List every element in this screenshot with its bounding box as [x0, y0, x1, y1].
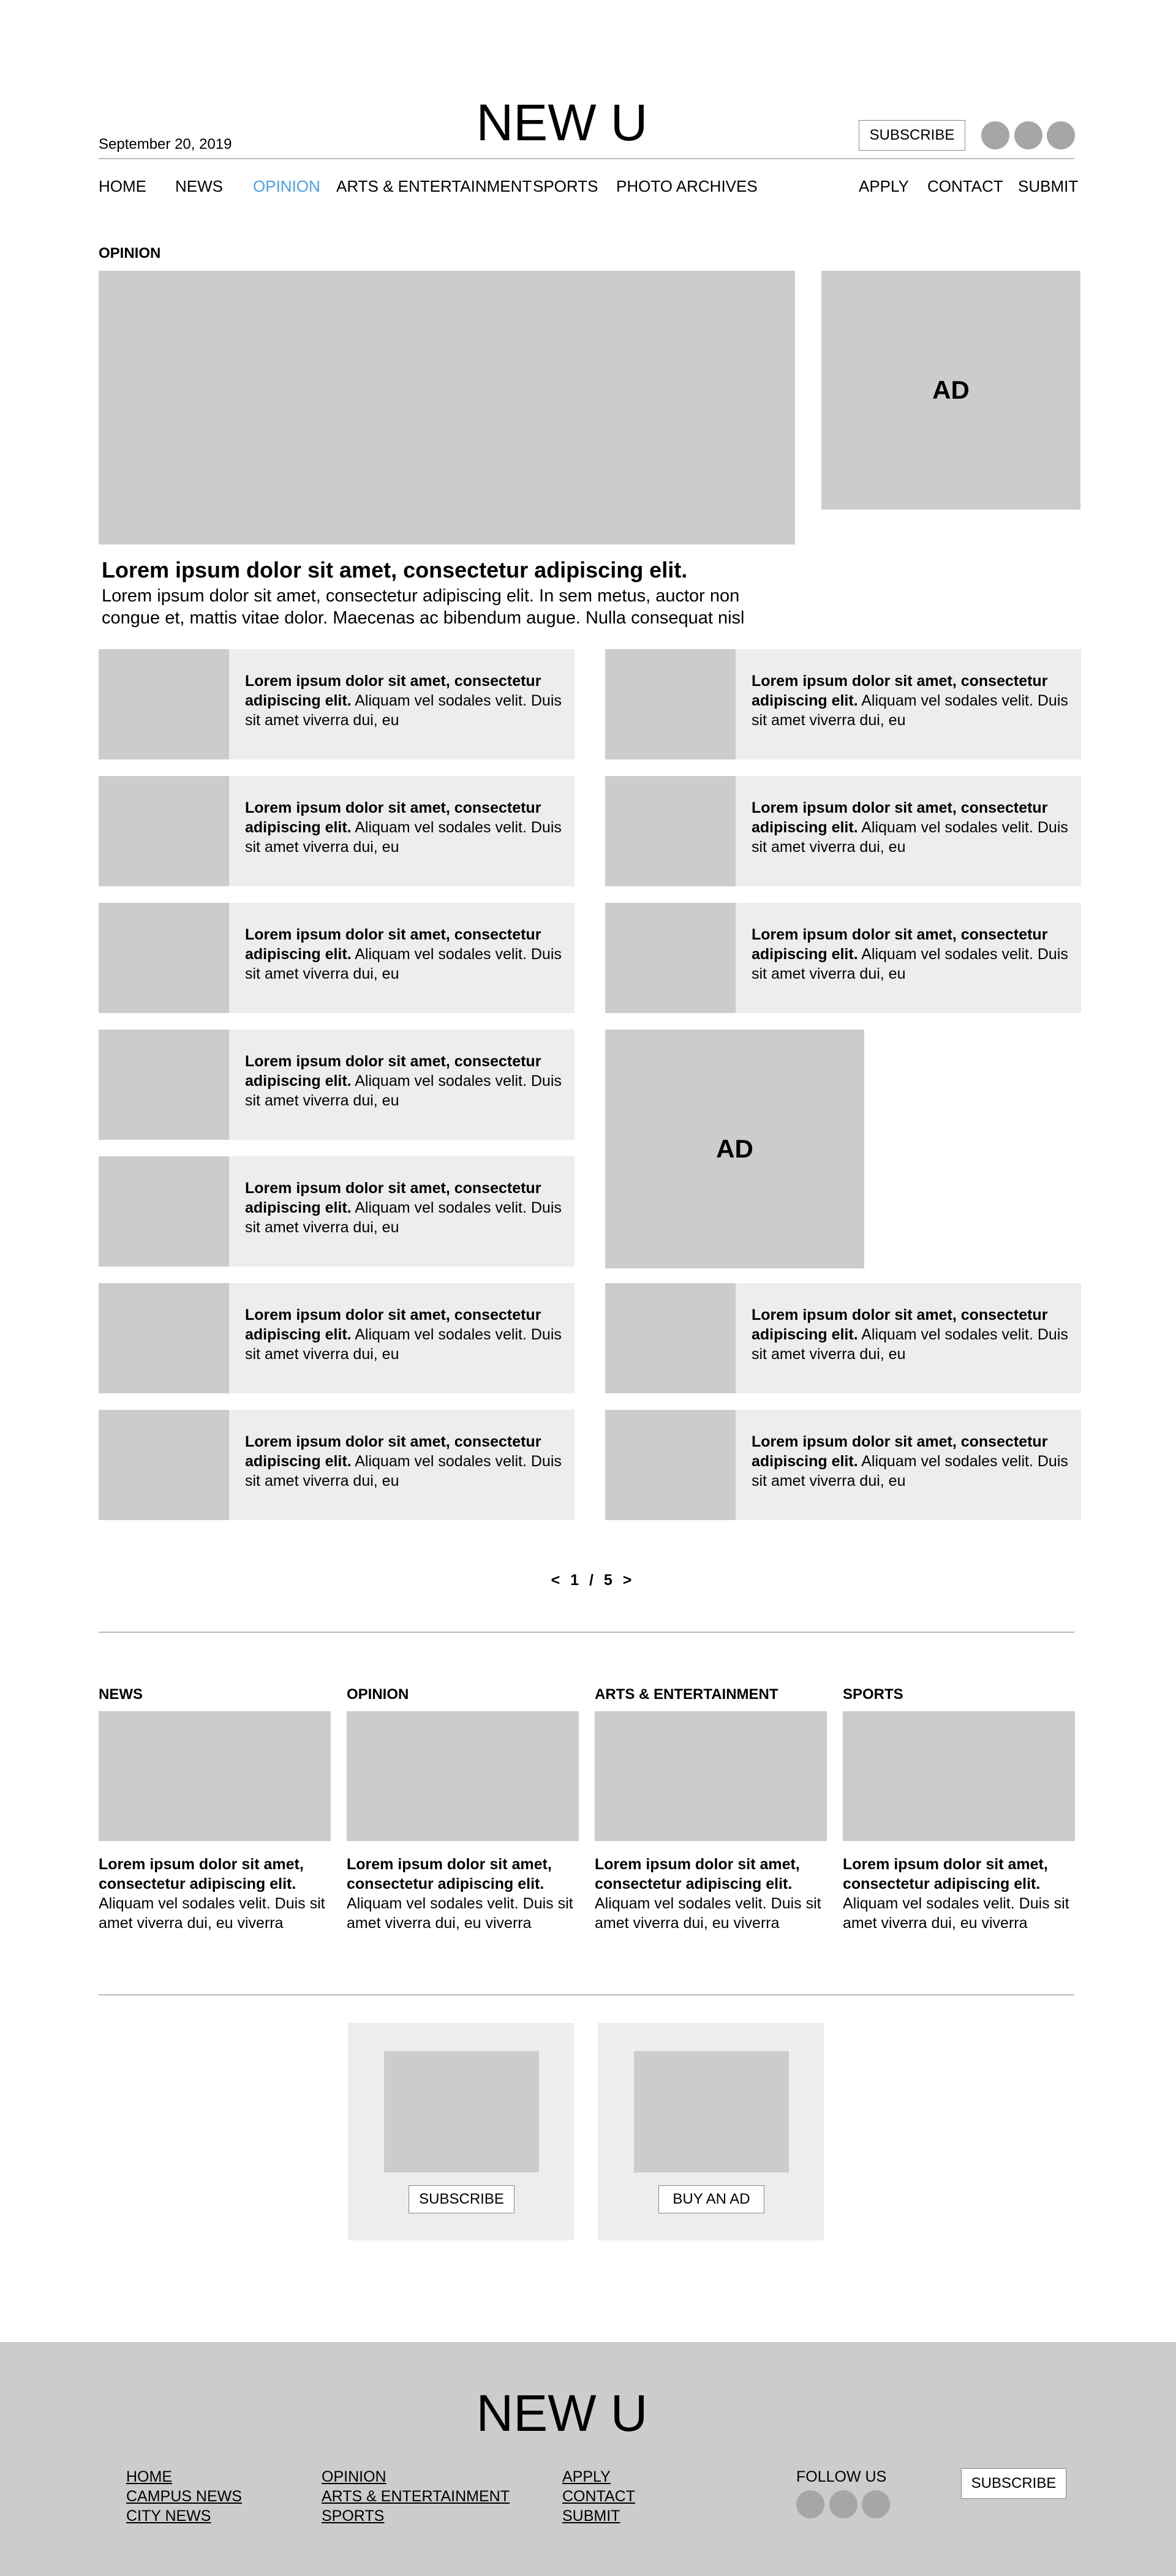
nav-home[interactable]: HOME [99, 177, 146, 195]
article-card[interactable] [605, 1410, 1081, 1520]
article-thumbnail[interactable] [99, 1156, 229, 1267]
header-divider [99, 158, 1074, 159]
article-text: Lorem ipsum dolor sit amet, consectetur adipiscing elit. Aliquam vel sodales velit. Duis sit amet viverra dui, eu [245, 926, 562, 982]
category-label-opinion[interactable]: OPINION [347, 1686, 409, 1703]
promo-subscribe-button[interactable]: SUBSCRIBE [409, 2185, 514, 2213]
article-text: Lorem ipsum dolor sit amet, consectetur adipiscing elit. Aliquam vel sodales velit. Duis sit amet viverra dui, eu [245, 1053, 562, 1109]
article-card[interactable] [99, 1030, 575, 1140]
subscribe-promo [348, 2023, 574, 2240]
social-icon[interactable] [829, 2490, 858, 2518]
article-text: Lorem ipsum dolor sit amet, consectetur adipiscing elit. Aliquam vel sodales velit. Duis sit amet viverra dui, eu [752, 799, 1068, 856]
article-text: Lorem ipsum dolor sit amet, consectetur adipiscing elit. Aliquam vel sodales velit. Duis sit amet viverra dui, eu [752, 926, 1068, 982]
article-card[interactable] [99, 1410, 575, 1520]
nav-sports[interactable]: SPORTS [533, 177, 598, 195]
footer-link-apply[interactable]: APPLY [562, 2468, 611, 2485]
ad-box-top[interactable] [821, 271, 1080, 510]
ad-label: AD [716, 1134, 753, 1163]
hero-image[interactable] [99, 271, 795, 544]
buy-ad-button[interactable]: BUY AN AD [658, 2185, 764, 2213]
issue-date: September 20, 2019 [99, 136, 232, 153]
article-card[interactable] [99, 903, 575, 1013]
social-icon[interactable] [981, 121, 1009, 149]
footer-link-sports[interactable]: SPORTS [322, 2507, 385, 2525]
promo-image [634, 2051, 789, 2172]
article-thumbnail[interactable] [605, 1410, 736, 1520]
article-text: Lorem ipsum dolor sit amet, consectetur adipiscing elit. Aliquam vel sodales velit. Duis sit amet viverra dui, eu [752, 1433, 1068, 1489]
header-subscribe-button[interactable]: SUBSCRIBE [859, 120, 965, 151]
article-card[interactable] [99, 776, 575, 886]
social-icon[interactable] [1047, 121, 1075, 149]
footer-link-city-news[interactable]: CITY NEWS [126, 2507, 211, 2525]
footer-subscribe-button[interactable]: SUBSCRIBE [961, 2468, 1066, 2499]
footer-column [322, 2467, 510, 2526]
footer-link-campus-news[interactable]: CAMPUS NEWS [126, 2488, 242, 2505]
article-thumbnail[interactable] [605, 1283, 736, 1393]
article-thumbnail[interactable] [99, 1283, 229, 1393]
article-card[interactable] [99, 649, 575, 759]
footer-column [126, 2467, 242, 2526]
section-title: OPINION [99, 245, 161, 262]
ad-promo [598, 2023, 824, 2240]
nav-opinion[interactable]: OPINION [253, 177, 320, 195]
category-label-sports[interactable]: SPORTS [843, 1686, 903, 1703]
follow-us-label: FOLLOW US [796, 2468, 887, 2485]
nav-contact[interactable]: CONTACT [927, 177, 1003, 195]
article-card[interactable] [99, 1156, 575, 1267]
article-text: Lorem ipsum dolor sit amet, consectetur adipiscing elit. Aliquam vel sodales velit. Duis sit amet viverra dui, eu [245, 1433, 562, 1489]
article-thumbnail[interactable] [605, 903, 736, 1013]
nav-news[interactable]: NEWS [175, 177, 223, 195]
social-icon[interactable] [1014, 121, 1042, 149]
category-image[interactable] [99, 1711, 331, 1841]
article-card[interactable] [605, 903, 1081, 1013]
site-logo[interactable]: NEW U [476, 94, 648, 151]
article-text: Lorem ipsum dolor sit amet, consectetur adipiscing elit. Aliquam vel sodales velit. Duis sit amet viverra dui, eu [245, 672, 562, 729]
category-article-text: Lorem ipsum dolor sit amet, consectetur adipiscing elit. Aliquam vel sodales velit. Duis sit amet viverra dui, eu viverra [99, 1856, 325, 1932]
footer-link-contact[interactable]: CONTACT [562, 2488, 635, 2505]
footer [0, 2342, 1176, 2576]
social-icon[interactable] [796, 2490, 824, 2518]
category-label-news[interactable]: NEWS [99, 1686, 143, 1703]
article-card[interactable] [605, 776, 1081, 886]
ad-label: AD [932, 375, 970, 404]
ad-box-middle[interactable] [605, 1030, 864, 1268]
footer-column [562, 2467, 635, 2526]
nav-apply[interactable]: APPLY [859, 177, 909, 195]
category-image[interactable] [595, 1711, 827, 1841]
category-article-text: Lorem ipsum dolor sit amet, consectetur adipiscing elit. Aliquam vel sodales velit. Duis sit amet viverra dui, eu viverra [347, 1856, 573, 1932]
article-card[interactable] [99, 1283, 575, 1393]
category-article-text: Lorem ipsum dolor sit amet, consectetur adipiscing elit. Aliquam vel sodales velit. Duis sit amet viverra dui, eu viverra [595, 1856, 821, 1932]
article-thumbnail[interactable] [605, 649, 736, 759]
footer-link-arts[interactable]: ARTS & ENTERTAINMENT [322, 2488, 510, 2505]
category-image[interactable] [347, 1711, 579, 1841]
footer-logo[interactable]: NEW U [476, 2384, 648, 2442]
pagination[interactable]: < 1 / 5 > [551, 1572, 632, 1589]
article-thumbnail[interactable] [99, 776, 229, 886]
article-thumbnail[interactable] [99, 649, 229, 759]
nav-submit[interactable]: SUBMIT [1018, 177, 1079, 195]
article-card[interactable] [605, 1283, 1081, 1393]
footer-link-opinion[interactable]: OPINION [322, 2468, 386, 2485]
promo-image [384, 2051, 539, 2172]
section-divider [99, 1632, 1074, 1633]
article-text: Lorem ipsum dolor sit amet, consectetur adipiscing elit. Aliquam vel sodales velit. Duis sit amet viverra dui, eu [752, 672, 1068, 729]
nav-arts-entertainment[interactable]: ARTS & ENTERTAINMENT [336, 177, 532, 195]
category-image[interactable] [843, 1711, 1075, 1841]
article-text: Lorem ipsum dolor sit amet, consectetur adipiscing elit. Aliquam vel sodales velit. Duis sit amet viverra dui, eu [245, 1306, 562, 1363]
category-label-arts[interactable]: ARTS & ENTERTAINMENT [595, 1686, 778, 1703]
hero-summary: Lorem ipsum dolor sit amet, consectetur adipiscing elit. In sem metus, auctor non congue et, mattis vitae dolor. Maecenas ac bibendum augue. Nulla consequat nisl [102, 586, 745, 628]
article-text: Lorem ipsum dolor sit amet, consectetur adipiscing elit. Aliquam vel sodales velit. Duis sit amet viverra dui, eu [245, 799, 562, 856]
footer-link-submit[interactable]: SUBMIT [562, 2507, 620, 2525]
article-text: Lorem ipsum dolor sit amet, consectetur adipiscing elit. Aliquam vel sodales velit. Duis sit amet viverra dui, eu [245, 1180, 562, 1236]
article-thumbnail[interactable] [99, 903, 229, 1013]
article-text: Lorem ipsum dolor sit amet, consectetur adipiscing elit. Aliquam vel sodales velit. Duis sit amet viverra dui, eu [752, 1306, 1068, 1363]
section-divider [99, 1994, 1074, 1995]
article-thumbnail[interactable] [605, 776, 736, 886]
article-card[interactable] [605, 649, 1081, 759]
social-icon[interactable] [862, 2490, 890, 2518]
article-thumbnail[interactable] [99, 1410, 229, 1520]
hero-headline[interactable]: Lorem ipsum dolor sit amet, consectetur adipiscing elit. [102, 557, 688, 582]
article-thumbnail[interactable] [99, 1030, 229, 1140]
category-article-text: Lorem ipsum dolor sit amet, consectetur adipiscing elit. Aliquam vel sodales velit. Duis sit amet viverra dui, eu viverra [843, 1856, 1069, 1932]
nav-photo-archives[interactable]: PHOTO ARCHIVES [616, 177, 758, 195]
footer-link-home[interactable]: HOME [126, 2468, 172, 2485]
